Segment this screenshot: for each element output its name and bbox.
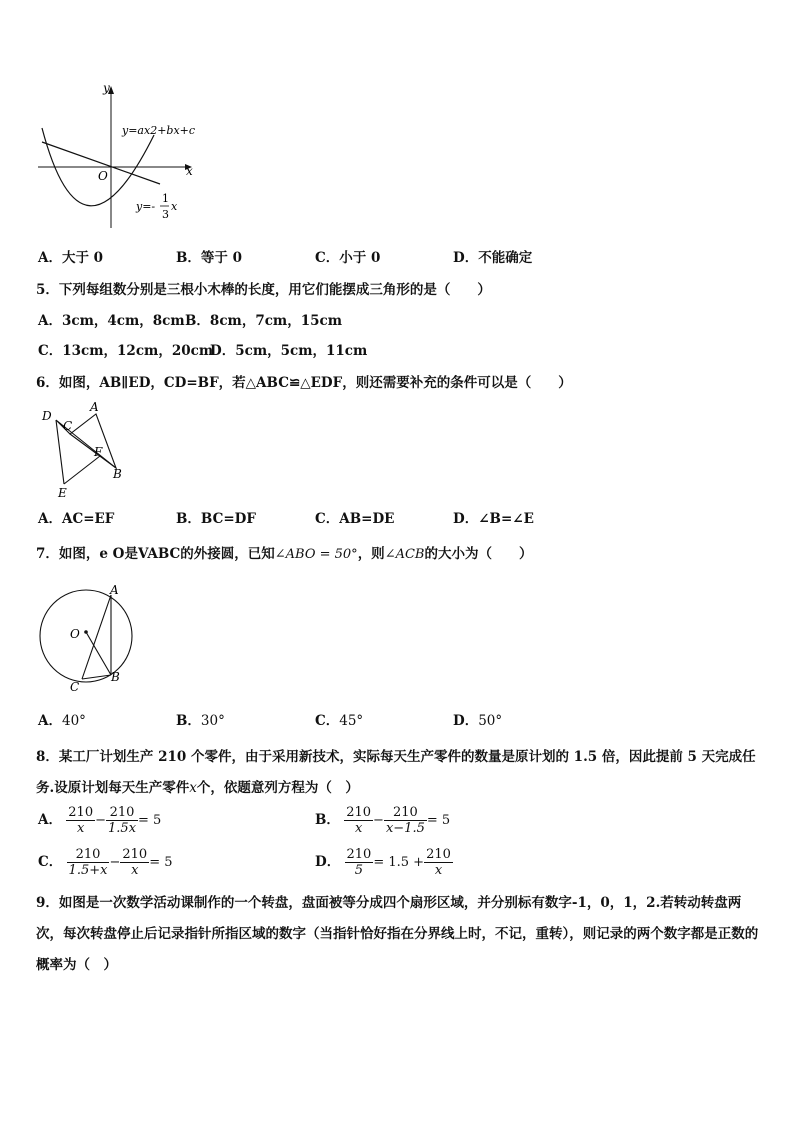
parabola-label: y=ax2+bx+c [122, 124, 196, 137]
y-axis-label: y [103, 81, 110, 95]
q5-question: 5．下列每组数分别是三根小木棒的长度，用它们能摆成三角形的是（ ） [36, 282, 491, 298]
q7-option-d: D．50° [453, 713, 503, 729]
point-c: C [63, 419, 73, 433]
point-a: A [90, 400, 99, 414]
circle-point-c: C [70, 680, 80, 694]
point-d: D [42, 409, 52, 423]
q4-option-c: C．小于 0 [315, 250, 381, 266]
q7-question: 7．如图，e O是VABC的外接圆，已知∠ABO = 50°，则∠ACB的大小为（ ） [36, 546, 533, 562]
circle-center-o: O [70, 627, 80, 641]
q7-option-b: B．30° [176, 713, 225, 729]
point-f: F [94, 445, 103, 459]
q6-figure [36, 398, 136, 502]
q4-option-b: B．等于 0 [176, 250, 243, 266]
q6-option-c: C．AB=DE [315, 511, 395, 527]
q5-option-d: D．5cm，5cm，11cm [210, 343, 368, 359]
q5-option-b: B．8cm，7cm，15cm [185, 313, 343, 329]
q6-option-b: B．BC=DF [176, 511, 256, 527]
q8-option-d: D． $\frac{210}{5}$ = 1.5 + $\frac{210}{x}$ [315, 847, 451, 878]
q6-question: 6．如图，AB∥ED，CD=BF，若△ABC≌△EDF，则还需要补充的条件可以是（ ） [36, 375, 572, 391]
q7-option-a: A．40° [38, 713, 86, 729]
q9-question: 9．如图是一次数学活动课制作的一个转盘，盘面被等分成四个扇形区域，并分别标有数字-1，0，1，2.若转动转盘两次，每次转盘停止后记录指针所指区域的数字（当指针恰好指在分界线上时，不记，重转），则记录的两个数字都是正数的概率为（ ） [36, 895, 759, 973]
q8-option-c: C． $\frac{210}{1.5+x}$ − $\frac{210}{x}$ = 5 [38, 847, 173, 878]
q8-option-a: A． $\frac{210}{x}$ − $\frac{210}{1.5x}$ = 5 [38, 805, 162, 836]
line-label-prefix: y=- [136, 200, 156, 213]
q8-question-line1: 8．某工厂计划生产 210 个零件，由于采用新技术，实际每天生产零件的数量是原计划的 1.5 倍，因此提前 5 天完成任 [36, 749, 756, 765]
line-label-num: 1 [162, 192, 169, 205]
q8-question-line2: 务.设原计划每天生产零件x个，依题意列方程为（ ） [36, 780, 359, 796]
q8-option-b: B． $\frac{210}{x}$ − $\frac{210}{x-1.5}$ = 5 [315, 805, 451, 836]
q5-option-a: A．3cm，4cm，8cm [38, 313, 185, 329]
circle-point-b: B [111, 670, 120, 684]
q4-option-d: D．不能确定 [453, 250, 533, 266]
circle-point-a: A [110, 583, 119, 597]
origin-label: O [98, 169, 108, 183]
x-axis-label: x [186, 164, 193, 178]
q7-figure [34, 580, 139, 695]
q5-option-c: C．13cm，12cm，20cm [38, 343, 214, 359]
line-label-var: x [171, 200, 178, 213]
q6-option-d: D．∠B=∠E [453, 511, 534, 527]
q6-option-a: A．AC=EF [38, 511, 115, 527]
point-b: B [113, 467, 122, 481]
q7-option-c: C．45° [315, 713, 364, 729]
line-label-den: 3 [162, 208, 169, 221]
q4-option-a: A．大于 0 [38, 250, 104, 266]
q4-figure [30, 80, 220, 230]
point-e: E [58, 486, 67, 500]
